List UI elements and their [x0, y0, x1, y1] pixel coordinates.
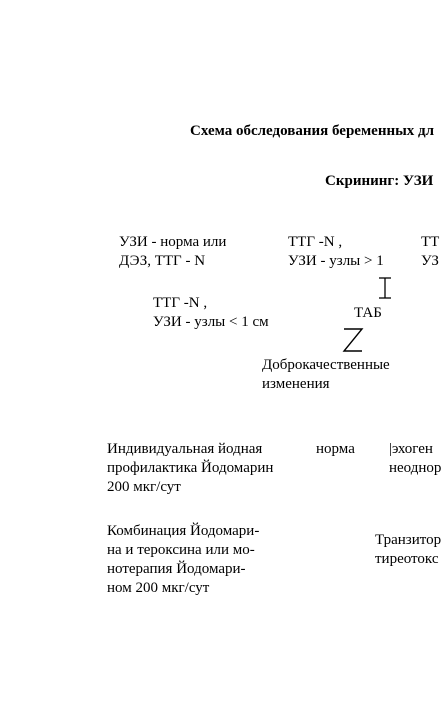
- col2-line1: ТТГ -N ,: [288, 234, 343, 250]
- document-title: Схема обследования беременных дл: [190, 123, 435, 139]
- rowA-left-line1: Индивидуальная йодная: [107, 441, 263, 457]
- sub-line2: УЗИ - узлы < 1 см: [153, 314, 269, 330]
- connector-i-icon: [375, 276, 395, 300]
- rowA-right-line1: |эхоген: [389, 441, 433, 457]
- tab-label: ТАБ: [354, 305, 382, 321]
- benign-line2: изменения: [262, 376, 330, 392]
- rowB-left-line1: Комбинация Йодомари-: [107, 523, 260, 539]
- col1-line2: ДЭЗ, ТТГ - N: [119, 253, 206, 269]
- rowB-left-line3: нотерапия Йодомари-: [107, 561, 246, 577]
- rowB-right-line2: тиреотокс: [375, 551, 439, 567]
- rowA-left-line3: 200 мкг/сут: [107, 479, 181, 495]
- rowA-mid: норма: [316, 441, 355, 457]
- rowA-left-line2: профилактика Йодомарин: [107, 460, 274, 476]
- rowB-left-line2: на и тероксина или мо-: [107, 542, 255, 558]
- rowA-right-line2: неоднор: [389, 460, 441, 476]
- connector-z-icon: [341, 327, 365, 353]
- sub-line1: ТТГ -N ,: [153, 295, 208, 311]
- screening-heading: Скрининг: УЗИ: [325, 173, 434, 189]
- col2-line2: УЗИ - узлы > 1: [288, 253, 384, 269]
- col3-line1: ТТ: [421, 234, 440, 250]
- rowB-right-line1: Транзитор: [375, 532, 441, 548]
- benign-line1: Доброкачественные: [262, 357, 390, 373]
- col3-line2: УЗ: [421, 253, 439, 269]
- col1-line1: УЗИ - норма или: [119, 234, 227, 250]
- rowB-left-line4: ном 200 мкг/сут: [107, 580, 210, 596]
